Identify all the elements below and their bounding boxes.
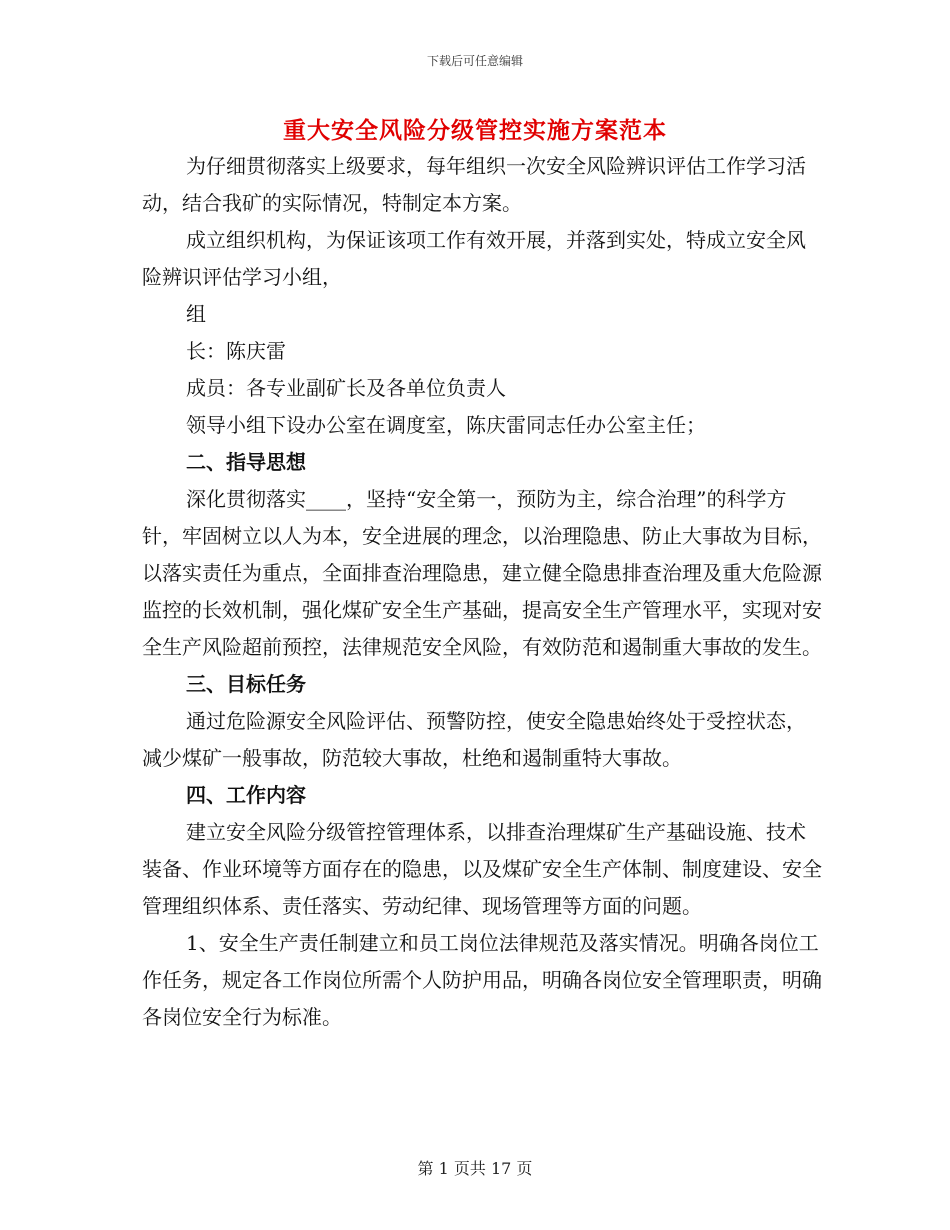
- section-heading: 四、工作内容: [186, 783, 306, 807]
- paragraph: 为仔细贯彻落实上级要求，每年组织一次安全风险辨识评估工作学习活动，结合我矿的实际情况，特制定本方案。: [142, 154, 806, 215]
- page-footer: 第 1 页共 17 页: [417, 1159, 533, 1178]
- header-note: 下载后可任意编辑: [426, 54, 523, 68]
- paragraph: 1、安全生产责任制建立和员工岗位法律规范及落实情况。明确各岗位工作任务，规定各工作岗位所需个人防护用品，明确各岗位安全管理职责，明确各岗位安全行为标准。: [142, 931, 822, 1029]
- document-title: 重大安全风险分级管控实施方案范本: [283, 117, 667, 144]
- section-heading: 二、指导思想: [186, 450, 306, 474]
- document-body: [142, 148, 822, 1036]
- paragraph: 长：陈庆雷: [186, 339, 286, 363]
- section-heading: 三、目标任务: [186, 672, 306, 696]
- paragraph: 深化贯彻落实____，坚持“安全第一，预防为主，综合治理”的科学方针，牢固树立以人为本，安全进展的理念，以治理隐患、防止大事故为目标，以落实责任为重点，全面排查治理隐患，建立健全隐患排查治理及重大危险源监控的长效机制，强化煤矿安全生产基础，提高安全生产管理水平，实现对安全生产风险超前预控，法律规范安全风险，有效防范和遏制重大事故的发生。: [142, 487, 822, 659]
- paragraph: 领导小组下设办公室在调度室，陈庆雷同志任办公室主任；: [186, 413, 706, 437]
- paragraph: 通过危险源安全风险评估、预警防控，使安全隐患始终处于受控状态，减少煤矿一般事故，防范较大事故，杜绝和遏制重特大事故。: [142, 709, 806, 770]
- paragraph: 成员：各专业副矿长及各单位负责人: [186, 376, 506, 400]
- paragraph: 组: [186, 302, 206, 326]
- paragraph: 成立组织机构，为保证该项工作有效开展，并落到实处，特成立安全风险辨识评估学习小组，: [142, 228, 806, 289]
- paragraph: 建立安全风险分级管控管理体系，以排查治理煤矿生产基础设施、技术装备、作业环境等方面存在的隐患，以及煤矿安全生产体制、制度建设、安全管理组织体系、责任落实、劳动纪律、现场管理等方面的问题。: [142, 820, 822, 918]
